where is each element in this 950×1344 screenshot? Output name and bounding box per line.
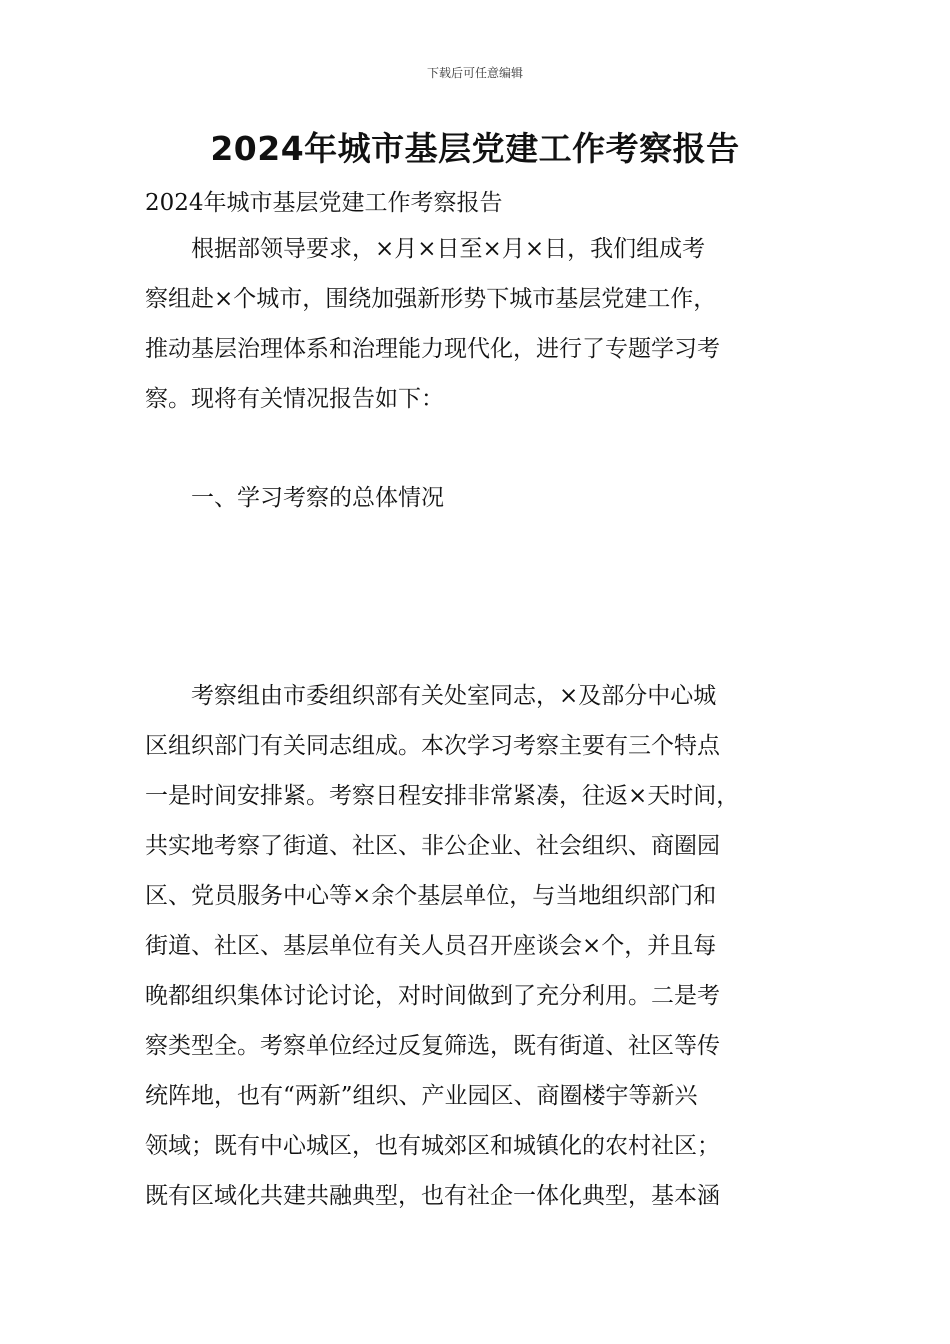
section-heading-text: 一、学习考察的总体情况 [145,485,444,511]
paragraph-line: 察。现将有关情况报告如下： [145,386,444,412]
paragraph-line: 统阵地，也有“两新”组织、产业园区、商圈楼宇等新兴 [145,1083,698,1109]
paragraph-line: 区、党员服务中心等×余个基层单位，与当地组织部门和 [145,883,717,909]
paragraph-line: 既有区域化共建共融典型，也有社企一体化典型，基本涵 [145,1183,720,1209]
paragraph-line: 根据部领导要求，×月×日至×月×日，我们组成考 [145,236,706,262]
paragraph-line: 考察组由市委组织部有关处室同志，×及部分中心城 [145,683,717,709]
paragraph-line: 区组织部门有关同志组成。本次学习考察主要有三个特点 [145,733,720,759]
paragraph-line: 领域；既有中心城区，也有城郊区和城镇化的农村社区； [145,1133,720,1159]
paragraph-line: 一是时间安排紧。考察日程安排非常紧凑，往返×天时间， [145,783,740,809]
paragraph-line: 察组赴×个城市，围绕加强新形势下城市基层党建工作， [145,286,717,312]
header-note: 下载后可任意编辑 [426,66,523,80]
intro-paragraph [145,224,815,424]
paragraph-line: 共实地考察了街道、社区、非公企业、社会组织、商圈园 [145,833,720,859]
paragraph-line: 察类型全。考察单位经过反复筛选，既有街道、社区等传 [145,1033,720,1059]
paragraph-line: 晚都组织集体讨论讨论，对时间做到了充分利用。二是考 [145,983,720,1009]
document-title: 2024年城市基层党建工作考察报告 [210,129,740,168]
document-subtitle [145,178,815,228]
section-heading [145,473,815,523]
paragraph-line: 推动基层治理体系和治理能力现代化，进行了专题学习考 [145,336,720,362]
subtitle-line: 2024年城市基层党建工作考察报告 [145,190,503,216]
paragraph-line: 街道、社区、基层单位有关人员召开座谈会×个，并且每 [145,933,717,959]
body-paragraph [145,671,815,1221]
